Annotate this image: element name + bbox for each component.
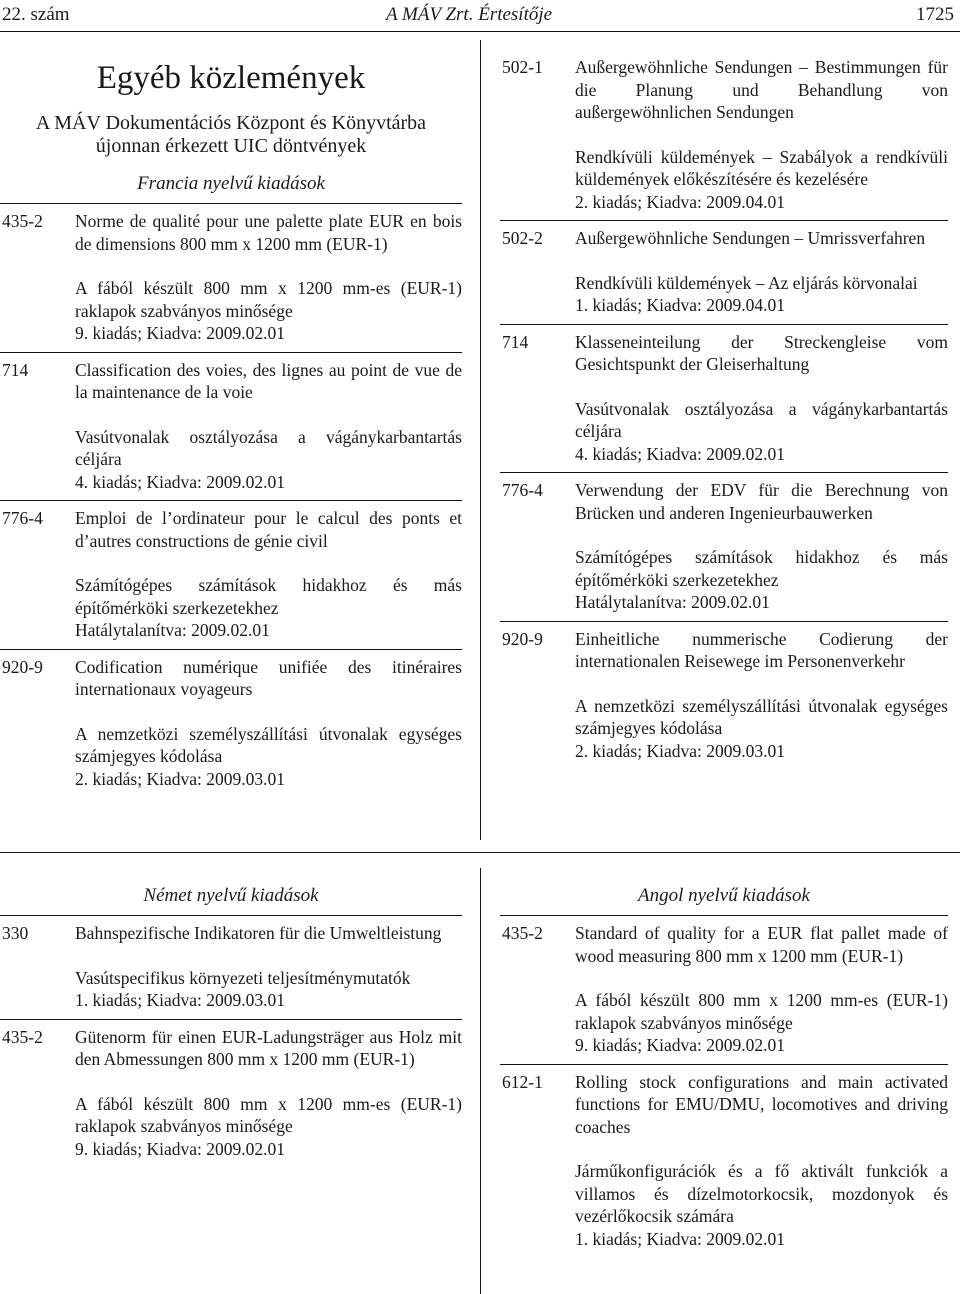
- german-entries: [0, 916, 462, 1167]
- entry-hungarian-title: A fából készült 800 mm x 1200 mm-es (EUR-1) raklapok szabványos minősége: [75, 1093, 462, 1136]
- running-header: [0, 4, 960, 30]
- english-entries: [500, 916, 948, 1257]
- entry-edition: 1. kiadás; Kiadva: 2009.03.01: [75, 990, 285, 1010]
- entry-title: Klasseneinteilung der Streckengleise vom Gesichtspunkt der Gleiserhaltung: [575, 331, 948, 374]
- entry-hungarian-title: A nemzetközi személyszállítási útvonalak egységes számjegyes kódolása: [75, 723, 462, 766]
- entry-edition: 9. kiadás; Kiadva: 2009.02.01: [75, 1138, 285, 1159]
- list-item: [0, 650, 462, 798]
- top-right-column: [500, 56, 948, 769]
- uic-code: 776-4: [502, 480, 543, 500]
- german-heading: Német nyelvű kiadások: [143, 885, 319, 906]
- entry-title: Norme de qualité pour une palette plate EUR en bois de dimensions 800 mm x 1200 mm (EUR-1): [75, 211, 462, 254]
- uic-code: 502-2: [502, 228, 543, 248]
- entry-hungarian-title: Vasútvonalak osztályozása a vágánykarbantartás céljára: [575, 398, 948, 441]
- entry-edition: 1. kiadás; Kiadva: 2009.02.01: [575, 1228, 785, 1249]
- uic-code: 502-1: [502, 57, 543, 77]
- entry-hungarian-title: A nemzetközi személyszállítási útvonalak egységes számjegyes kódolása: [575, 695, 948, 738]
- entry-title: Codification numérique unifiée des itinéraires internationaux voyageurs: [75, 656, 462, 699]
- header-rule: [0, 31, 960, 32]
- top-left-column: [0, 58, 462, 797]
- uic-code: 714: [2, 359, 29, 380]
- bottom-right-column: [500, 884, 948, 1257]
- uic-code: 435-2: [2, 211, 43, 231]
- subtitle-line-1: A MÁV Dokumentációs Központ és Könyvtárba: [35, 112, 427, 134]
- english-heading: Angol nyelvű kiadások: [637, 885, 810, 906]
- entry-hungarian-title: Vasútspecifikus környezeti teljesítménymutatók: [75, 967, 411, 988]
- entry-title: Verwendung der EDV für die Berechnung von Brücken und anderen Ingenieurbauwerken: [575, 480, 948, 523]
- uic-code: 435-2: [502, 923, 543, 943]
- entry-edition: 2. kiadás; Kiadva: 2009.03.01: [75, 768, 285, 789]
- uic-code: 920-9: [2, 656, 43, 677]
- entry-title: Gütenorm für einen EUR-Ladungsträger aus Holz mit den Abmessungen 800 mm x 1200 mm (EUR-1): [75, 1026, 462, 1069]
- list-item: [500, 473, 948, 621]
- list-item: [500, 325, 948, 473]
- uic-code: 435-2: [2, 1026, 43, 1047]
- bottom-left-column: [0, 884, 462, 1167]
- list-item: [0, 204, 462, 352]
- entry-edition: Hatálytalanítva: 2009.02.01: [575, 592, 770, 612]
- entry-hungarian-title: A fából készült 800 mm x 1200 mm-es (EUR-1) raklapok szabványos minősége: [575, 990, 948, 1033]
- french-heading: Francia nyelvű kiadások: [137, 173, 325, 194]
- entry-hungarian-title: Számítógépes számítások hidakhoz és más építőmérköki szerkezetekhez: [575, 547, 948, 590]
- column-divider-top: [480, 40, 481, 840]
- entry-title: Standard of quality for a EUR flat pallet made of wood measuring 800 mm x 1200 mm (EUR-1): [575, 923, 948, 966]
- list-item: [500, 56, 948, 220]
- list-item: [500, 916, 948, 1064]
- page-number: 1725: [916, 4, 954, 25]
- list-item: [0, 916, 462, 1019]
- entry-hungarian-title: A fából készült 800 mm x 1200 mm-es (EUR-1) raklapok szabványos minősége: [75, 278, 462, 321]
- list-item: [500, 221, 948, 324]
- entry-title: Bahnspezifische Indikatoren für die Umweltleistung: [75, 923, 442, 943]
- entry-edition: 9. kiadás; Kiadva: 2009.02.01: [575, 1035, 785, 1055]
- uic-code: 776-4: [2, 508, 43, 528]
- column-divider-bottom: [480, 868, 481, 1294]
- entry-title: Außergewöhnliche Sendungen – Bestimmungen für die Planung und Behandlung von außergewöhnlichen Sendungen: [575, 57, 948, 122]
- entry-edition: 9. kiadás; Kiadva: 2009.02.01: [75, 323, 285, 343]
- subtitle-line-2: újonnan érkezett UIC döntvények: [95, 135, 367, 157]
- entry-hungarian-title: Rendkívüli küldemények – Az eljárás körvonalai: [575, 272, 918, 293]
- issue-number: 22. szám: [2, 4, 70, 25]
- list-item: [500, 622, 948, 770]
- entry-hungarian-title: Számítógépes számítások hidakhoz és más építőmérköki szerkezetekhez: [75, 575, 462, 618]
- entry-edition: 4. kiadás; Kiadva: 2009.02.01: [575, 443, 785, 464]
- entry-hungarian-title: Vasútvonalak osztályozása a vágánykarbantartás céljára: [75, 426, 462, 469]
- german-entries-continued: [500, 56, 948, 769]
- entry-hungarian-title: Rendkívüli küldemények – Szabályok a rendkívüli küldemények előkészítésére és kezelésére: [575, 146, 948, 189]
- list-item: [0, 1020, 462, 1168]
- entry-title: Classification des voies, des lignes au point de vue de la maintenance de la voie: [75, 359, 462, 402]
- list-item: [0, 353, 462, 501]
- list-item: [0, 501, 462, 649]
- page-title: Egyéb közlemények: [96, 60, 366, 96]
- list-item: [500, 1065, 948, 1258]
- uic-code: 612-1: [502, 1071, 543, 1092]
- entry-edition: 1. kiadás; Kiadva: 2009.04.01: [575, 295, 785, 315]
- uic-code: 714: [502, 331, 529, 352]
- publication-title: A MÁV Zrt. Értesítője: [386, 4, 553, 25]
- entry-title: Außergewöhnliche Sendungen – Umrissverfahren: [575, 228, 926, 248]
- entry-title: Einheitliche nummerische Codierung der internationalen Reisewege im Personenverkehr: [575, 628, 948, 671]
- entry-edition: 4. kiadás; Kiadva: 2009.02.01: [75, 471, 285, 492]
- entry-edition: 2. kiadás; Kiadva: 2009.04.01: [575, 191, 785, 212]
- french-entries: [0, 204, 462, 797]
- section-divider: [0, 852, 960, 853]
- entry-edition: 2. kiadás; Kiadva: 2009.03.01: [575, 740, 785, 761]
- uic-code: 330: [2, 923, 29, 943]
- entry-title: Emploi de l’ordinateur pour le calcul des ponts et d’autres constructions de génie civil: [75, 508, 462, 551]
- entry-hungarian-title: Járműkonfigurációk és a fő aktivált funkciók a villamos és dízelmotorkocsik, mozdonyok és vezérlőkocsik számára: [575, 1161, 948, 1226]
- entry-edition: Hatálytalanítva: 2009.02.01: [75, 620, 270, 640]
- uic-code: 920-9: [502, 628, 543, 649]
- entry-title: Rolling stock configurations and main activated functions for EMU/DMU, locomotives and driving coaches: [575, 1071, 948, 1137]
